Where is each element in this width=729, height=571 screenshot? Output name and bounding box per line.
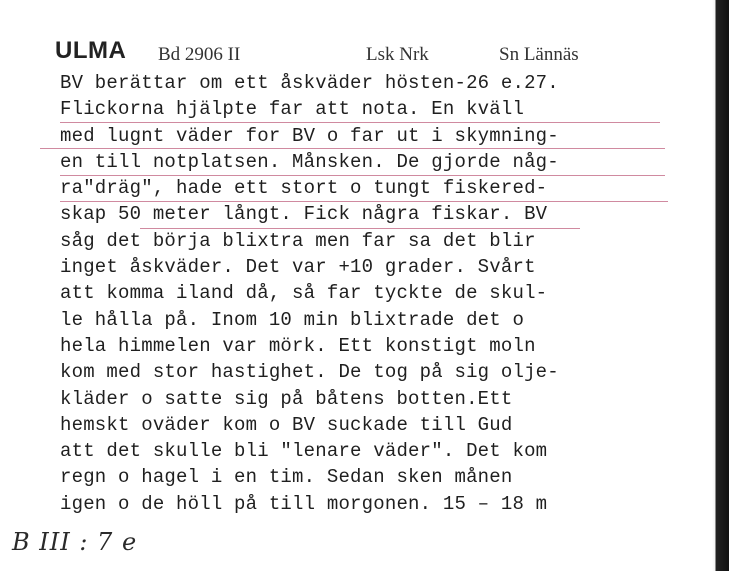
text-line: skap 50 meter långt. Fick några fiskar. BV [60,203,548,226]
underline-mark [60,122,660,123]
parish-name: Sn Lännäs [499,44,579,65]
text-line: BV berättar om ett åskväder hösten-26 e.27. [60,72,559,94]
scan-edge [712,0,729,571]
underline-mark [60,201,668,202]
underline-mark [140,228,580,229]
text-line: igen o de höll på till morgonen. 15 – 18 m [60,492,548,515]
underline-mark [60,175,665,176]
text-line: ra"dräg", hade ett stort o tungt fiskered- [60,177,548,200]
card-text-body [60,70,680,517]
volume-number: Bd 2906 II [158,44,241,65]
text-line: med lugnt väder for BV o far ut i skymning- [60,124,559,147]
handwritten-reference: B III : 7 e [12,528,138,556]
text-line: kläder o satte sig på båtens botten.Ett [60,387,513,410]
text-line: Flickorna hjälpte far att nota. En kväll [60,98,525,121]
underline-mark [40,148,665,149]
text-line: hela himmelen var mörk. Ett konstigt moln [60,334,536,357]
text-line: att det skulle bli "lenare väder". Det kom [60,440,548,463]
text-line: såg det börja blixtra men far sa det blir [60,229,536,252]
text-line: en till notplatsen. Månsken. De gjorde någ- [60,150,559,173]
text-line: hemskt oväder kom o BV suckade till Gud [60,413,513,436]
text-line: regn o hagel i en tim. Sedan sken månen [60,466,513,489]
card-corner [0,0,26,40]
text-line: inget åskväder. Det var +10 grader. Svårt [60,256,536,279]
text-line: kom med stor hastighet. De tog på sig olje- [60,361,559,384]
text-line: att komma iland då, så far tyckte de skul- [60,282,548,305]
text-line: le hålla på. Inom 10 min blixtrade det o [60,308,525,331]
archive-code: ULMA [55,37,127,64]
area-code: Lsk Nrk [366,44,429,65]
